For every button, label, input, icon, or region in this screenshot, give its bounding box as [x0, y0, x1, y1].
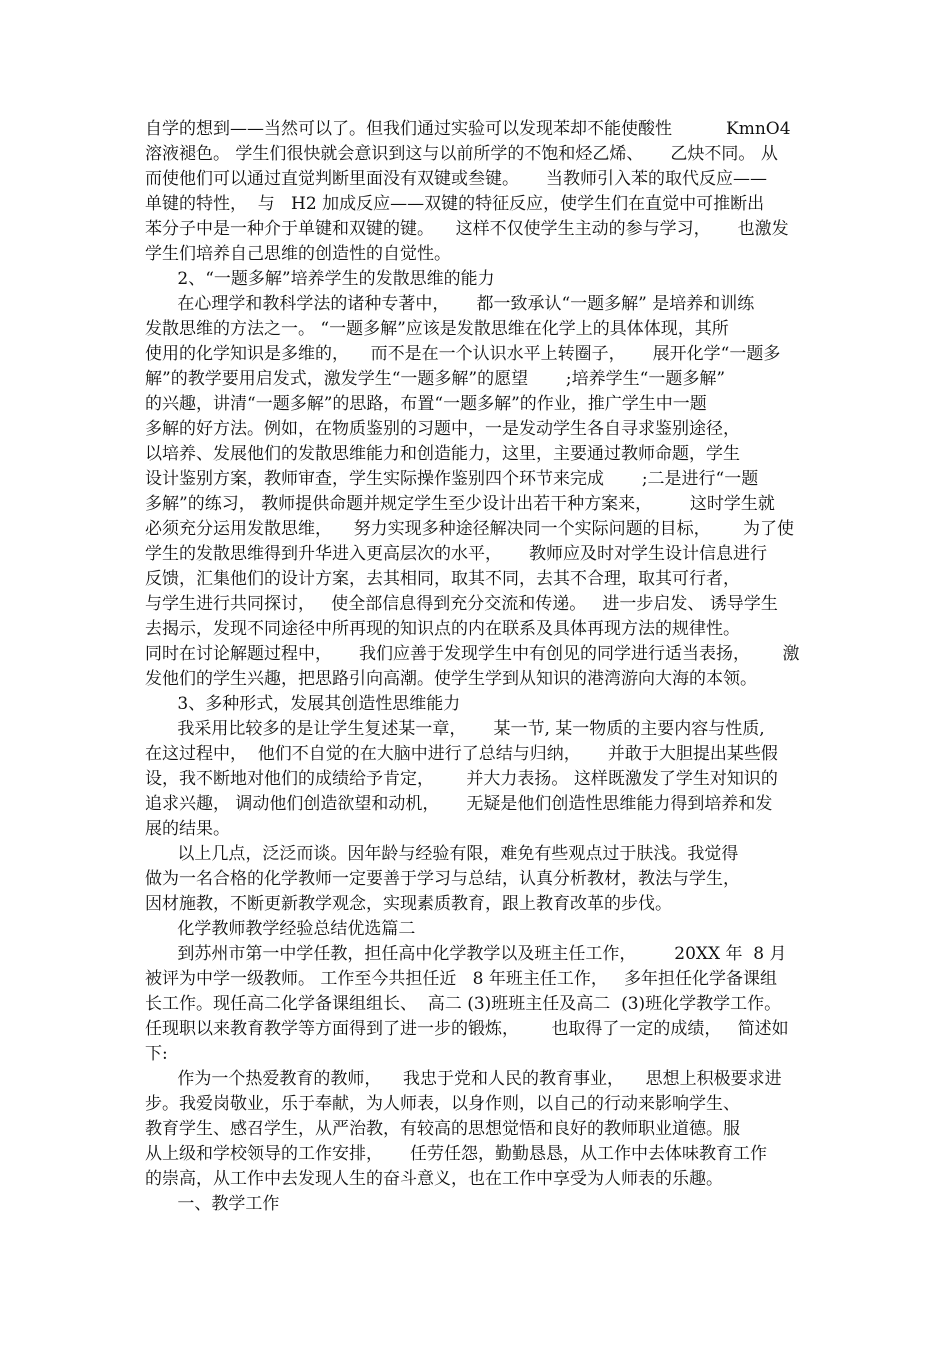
text-line: 做为一名合格的化学教师一定要善于学习与总结，认真分析教材，教法与学生，: [145, 869, 740, 889]
text-line: 步。我爱岗敬业，乐于奉献，为人师表，以身作则，以自己的行动来影响学生、: [145, 1094, 740, 1114]
text-line: 以上几点，泛泛而谈。因年龄与经验有限，难免有些观点过于肤浅。我觉得: [145, 844, 739, 864]
text-line: 去揭示，发现不同途径中所再现的知识点的内在联系及具体再现方法的规律性。: [145, 619, 740, 639]
text-line: 学生的发散思维得到升华进入更高层次的水平， 教师应及时对学生设计信息进行: [145, 544, 768, 564]
text-line: 的崇高，从工作中去发现人生的奋斗意义，也在工作中享受为人师表的乐趣。: [145, 1169, 723, 1189]
text-line: 发散思维的方法之一。 “一题多解”应该是发散思维在化学上的具体体现，其所: [145, 319, 729, 339]
text-line: 与学生进行共同探讨， 使全部信息得到充分交流和传递。 进一步启发、 诱导学生: [145, 594, 778, 614]
text-line: 展的结果。: [145, 819, 230, 839]
text-line: 在这过程中， 他们不自觉的在大脑中进行了总结与归纳， 并敢于大胆提出某些假: [145, 744, 778, 764]
text-line: 学生们培养自己思维的创造性的自觉性。: [145, 244, 451, 264]
text-line: 单键的特性， 与 H2 加成反应——双键的特征反应，使学生们在直觉中可推断出: [145, 194, 765, 214]
text-line: 化学教师教学经验总结优选篇二: [145, 919, 416, 939]
text-line: 任现职以来教育教学等方面得到了进一步的锻炼， 也取得了一定的成绩， 简述如: [145, 1019, 789, 1039]
text-line: 溶液褪色。 学生们很快就会意识到这与以前所学的不饱和烃乙烯、 乙炔不同。 从: [145, 144, 778, 164]
text-line: 发他们的学生兴趣，把思路引向高潮。使学生学到从知识的港湾游向大海的本领。: [145, 669, 757, 689]
text-line: 因材施教，不断更新教学观念，实现素质教育，跟上教育改革的步伐。: [145, 894, 672, 914]
text-line: 同时在讨论解题过程中， 我们应善于发现学生中有创见的同学进行适当表扬， 激: [145, 644, 800, 664]
text-line: 设，我不断地对他们的成绩给予肯定， 并大力表扬。 这样既激发了学生对知识的: [145, 769, 778, 789]
text-line: 教育学生、感召学生，从严治教，有较高的思想觉悟和良好的教师职业道德。服: [145, 1119, 740, 1139]
text-line: 我采用比较多的是让学生复述某一章， 某一节, 某一物质的主要内容与性质,: [145, 719, 765, 739]
text-line: 到苏州市第一中学任教，担任高中化学教学以及班主任工作， 20XX 年 8 月: [145, 944, 787, 964]
text-line: 从上级和学校领导的工作安排， 任劳任怨，勤勤恳恳，从工作中去体味教育工作: [145, 1144, 768, 1164]
text-line: 而使他们可以通过直觉判断里面没有双键或叁键。 当教师引入苯的取代反应——: [145, 169, 768, 189]
text-line: 作为一个热爱教育的教师， 我忠于党和人民的教育事业， 思想上积极要求进: [145, 1069, 782, 1089]
text-line: 多解的好方法。例如，在物质鉴别的习题中，一是发动学生各自寻求鉴别途径，: [145, 419, 740, 439]
text-line: 下:: [145, 1044, 168, 1064]
text-line: 解”的教学要用启发式，激发学生“一题多解”的愿望 ;培养学生“一题多解”: [145, 369, 726, 389]
text-line: 苯分子中是一种介于单键和双键的键。 这样不仅使学生主动的参与学习， 也激发: [145, 219, 789, 239]
text-line: 3、多种形式，发展其创造性思维能力: [145, 694, 461, 714]
text-line: 反馈，汇集他们的设计方案，去其相同，取其不同，去其不合理，取其可行者，: [145, 569, 740, 589]
text-line: 设计鉴别方案，教师审查，学生实际操作鉴别四个环节来完成 ;二是进行“一题: [145, 469, 759, 489]
text-line: 以培养、发展他们的发散思维能力和创造能力，这里，主要通过教师命题，学生: [145, 444, 740, 464]
text-line: 长工作。现任高二化学备课组组长、 高二 (3)班班主任及高二 (3)班化学教学工作。: [145, 994, 782, 1014]
text-line: 追求兴趣， 调动他们创造欲望和动机， 无疑是他们创造性思维能力得到培养和发: [145, 794, 773, 814]
text-line: 多解”的练习， 教师提供命题并规定学生至少设计出若干种方案来， 这时学生就: [145, 494, 775, 514]
text-line: 被评为中学一级教师。 工作至今共担任近 8 年班主任工作， 多年担任化学备课组: [145, 969, 778, 989]
text-line: 使用的化学知识是多维的， 而不是在一个认识水平上转圈子， 展开化学“一题多: [145, 344, 781, 364]
document-body: [145, 117, 825, 1217]
text-line: 自学的想到——当然可以了。但我们通过实验可以发现苯却不能使酸性 KmnO4: [145, 119, 791, 139]
text-line: 必须充分运用发散思维， 努力实现多种途径解决同一个实际问题的目标， 为了使: [145, 519, 795, 539]
text-line: 在心理学和教科学法的诸种专著中， 都一致承认“一题多解” 是培养和训练: [145, 294, 755, 314]
text-line: 一、教学工作: [145, 1194, 280, 1214]
text-line: 2、“一题多解”培养学生的发散思维的能力: [145, 269, 495, 289]
text-line: 的兴趣，讲清“一题多解”的思路，布置“一题多解”的作业，推广学生中一题: [145, 394, 707, 414]
